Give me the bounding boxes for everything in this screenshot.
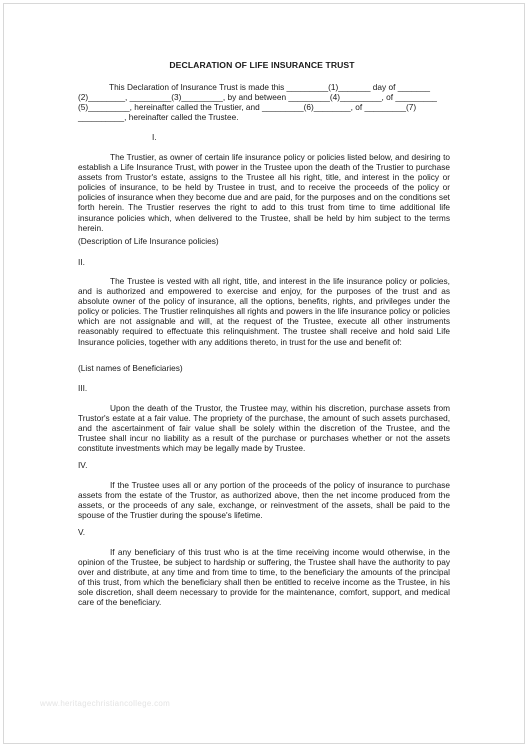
- section-3-body: [78, 403, 450, 453]
- section-5-paragraph: If any beneficiary of this trust who is at the time receiving income would otherwise, in the opinion of the Trustee, be subject to hardship or suffering, the Trustee shall have the authority to pay over and distribute, at any time and from time to time, to the beneficiary the amounts of the principal of this trust, from which the beneficiary shall then be entitled to receive income as the Trustee, in his sole discretion, shall deem necessary to provide for the maintenance, comfort, support, and medical care of the beneficiary.: [78, 547, 450, 608]
- intro-block: [78, 82, 450, 122]
- intro-line: (5)_________, hereinafter called the Trustier, and _________(6)________, of _________(7): [78, 102, 417, 113]
- section-1-number: I.: [152, 132, 157, 142]
- section-1-body: [78, 152, 450, 233]
- section-2-paragraph: The Trustee is vested with all right, title, and interest in the life insurance policy or policies, and is authorized and empowered to exercise and enjoy, for the purposes of the trust and as absolute owner of the policy of insurance, all the options, benefits, rights, and privileges under the policy or policies. The Trustier relinquishes all rights and powers in the life insurance policy or policies which are not assignable and will, at the request of the Trustee, execute all other instruments reasonably required to effectuate this relinquishment. The trustee shall receive and hold said Life Insurance policies, together with any additions thereto, in trust for the use and benefit of:: [78, 276, 450, 347]
- section-1-note: (Description of Life Insurance policies): [78, 236, 219, 246]
- section-1-paragraph: The Trustier, as owner of certain life insurance policy or policies listed below, and desiring to establish a Life Insurance Trust, with power in the Trustee upon the death of the Trustier to purchase assets from Trustor's estate, assigns to the Trustee all his right, title, and interest in the policy or policies of insurance, to be held by Trustee in trust, and to receive the proceeds of the policy or policies of insurance when they become due and are paid, for the purposes and on the conditions set forth herein. The Trustier reserves the right to add to this trust from time to time additional life insurance policies which, when delivered to the Trustee, shall be held by him subject to the terms herein.: [78, 152, 450, 233]
- section-2-number: II.: [78, 257, 85, 267]
- document-page: [78, 60, 450, 608]
- section-3-number: III.: [78, 383, 88, 393]
- watermark-text: www.heritagechristiancollege.com: [40, 699, 171, 708]
- intro-line: (2)________, _________(3)_________, by and between _________(4)_________, of _________: [78, 92, 437, 103]
- section-4-body: [78, 480, 450, 520]
- section-2-note: (List names of Beneficiaries): [78, 363, 183, 373]
- intro-line: __________, hereinafter called the Trustee.: [78, 112, 239, 123]
- section-2-body: [78, 276, 450, 347]
- section-5-number: V.: [78, 527, 86, 537]
- document-title: DECLARATION OF LIFE INSURANCE TRUST: [169, 60, 355, 70]
- intro-line: This Declaration of Insurance Trust is made this _________(1)_______ day of _______: [109, 82, 431, 93]
- section-4-paragraph: If the Trustee uses all or any portion of the proceeds of the policy of insurance to purchase assets from the estate of the Trustor, as authorized above, then the net income produced from the assets, or the proceeds of any sale, exchange, or reinvestment of the assets, shall be paid to the spouse of the Trustier during the spouse's lifetime.: [78, 480, 450, 521]
- section-5-body: [78, 547, 450, 608]
- section-4-number: IV.: [78, 460, 88, 470]
- section-3-paragraph: Upon the death of the Trustor, the Trustee may, within his discretion, purchase assets from Trustor's estate at a fair value. The propriety of the purchase, the amount of such assets purchased, and the ascertainment of fair value shall be solely within the discretion of the Trustee, and the Trustee shall incur no liability as a result of the purchase or purchases whether or not the assets constitute investments which may be legally made by Trustee.: [78, 403, 450, 454]
